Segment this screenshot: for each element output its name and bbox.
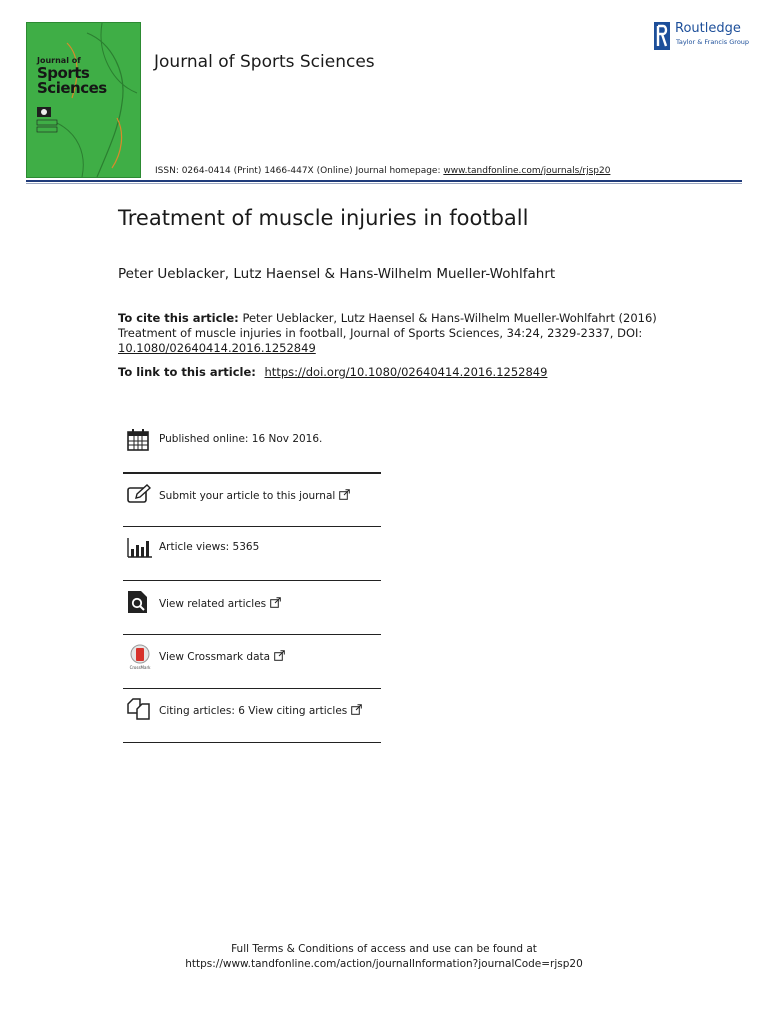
article-doi-link[interactable]: https://doi.org/10.1080/02640414.2016.1252849: [264, 365, 548, 379]
submit-article-link[interactable]: [159, 489, 350, 502]
cover-title: [37, 66, 107, 96]
issn-line: [155, 166, 610, 176]
svg-text:CrossMark: CrossMark: [129, 665, 151, 670]
header-divider-thin: [26, 183, 742, 184]
citing-articles-link[interactable]: [159, 704, 362, 717]
external-link-icon: [351, 704, 362, 715]
publisher-logo[interactable]: [654, 20, 750, 50]
citing-row[interactable]: [123, 689, 381, 743]
search-document-icon: [127, 590, 149, 614]
cover-title-small: Journal of: [37, 56, 81, 65]
crossmark-link[interactable]: [159, 650, 285, 663]
cite-doi-link[interactable]: 10.1080/02640414.2016.1252849: [118, 341, 316, 355]
edit-icon: [127, 484, 151, 506]
journal-homepage-link[interactable]: www.tandfonline.com/journals/rjsp20: [443, 166, 611, 176]
cover-title-line2: Sciences: [37, 79, 107, 97]
cite-text: Peter Ueblacker, Lutz Haensel & Hans-Wilhelm Mueller-Wohlfahrt (2016) Treatment of muscle injuries in football, Journal of Sports Sciences, 34:24, 2329-2337, DOI:: [118, 311, 657, 340]
cite-label: To cite this article:: [118, 311, 239, 325]
calendar-icon: [127, 429, 149, 451]
related-articles-link[interactable]: [159, 597, 281, 610]
published-date: Published online: 16 Nov 2016.: [159, 433, 323, 445]
bar-chart-icon: [127, 536, 153, 558]
publisher-name: Routledge: [675, 21, 741, 36]
article-link-line: [118, 365, 547, 379]
issn-text: ISSN: 0264-0414 (Print) 1466-447X (Online) Journal homepage:: [155, 166, 444, 176]
article-authors: Peter Ueblacker, Lutz Haensel & Hans-Wilhelm Mueller-Wohlfahrt: [118, 266, 556, 282]
footer-terms-link[interactable]: https://www.tandfonline.com/action/journalInformation?journalCode=rjsp20: [185, 958, 583, 970]
header-divider: [26, 180, 742, 182]
cover-artwork: [27, 23, 140, 177]
citation-block: [118, 311, 658, 356]
publisher-subtitle: Taylor & Francis Group: [676, 38, 750, 46]
cover-title-line1: Sports: [37, 64, 90, 82]
routledge-logo-icon: [654, 22, 670, 50]
terms-footer: [0, 942, 768, 972]
citing-label: Citing articles: 6 View citing articles: [159, 705, 348, 717]
footer-line1: Full Terms & Conditions of access and use can be found at: [231, 943, 537, 955]
published-row: [123, 418, 381, 473]
citing-articles-icon: [127, 698, 151, 720]
related-row[interactable]: [123, 581, 381, 635]
article-views: Article views: 5365: [159, 541, 260, 553]
views-row: [123, 527, 381, 581]
submit-row[interactable]: [123, 473, 381, 527]
crossmark-row[interactable]: [123, 635, 381, 689]
article-info-list: [123, 418, 381, 743]
journal-name: Journal of Sports Sciences: [154, 52, 375, 72]
crossmark-icon: [127, 644, 153, 670]
external-link-icon: [339, 489, 350, 500]
link-label: To link to this article:: [118, 365, 256, 379]
external-link-icon: [270, 597, 281, 608]
article-title: Treatment of muscle injuries in football: [118, 206, 529, 230]
submit-label: Submit your article to this journal: [159, 490, 336, 502]
related-label: View related articles: [159, 598, 267, 610]
crossmark-label: View Crossmark data: [159, 651, 271, 663]
journal-cover-image: [26, 22, 141, 178]
external-link-icon: [274, 650, 285, 661]
